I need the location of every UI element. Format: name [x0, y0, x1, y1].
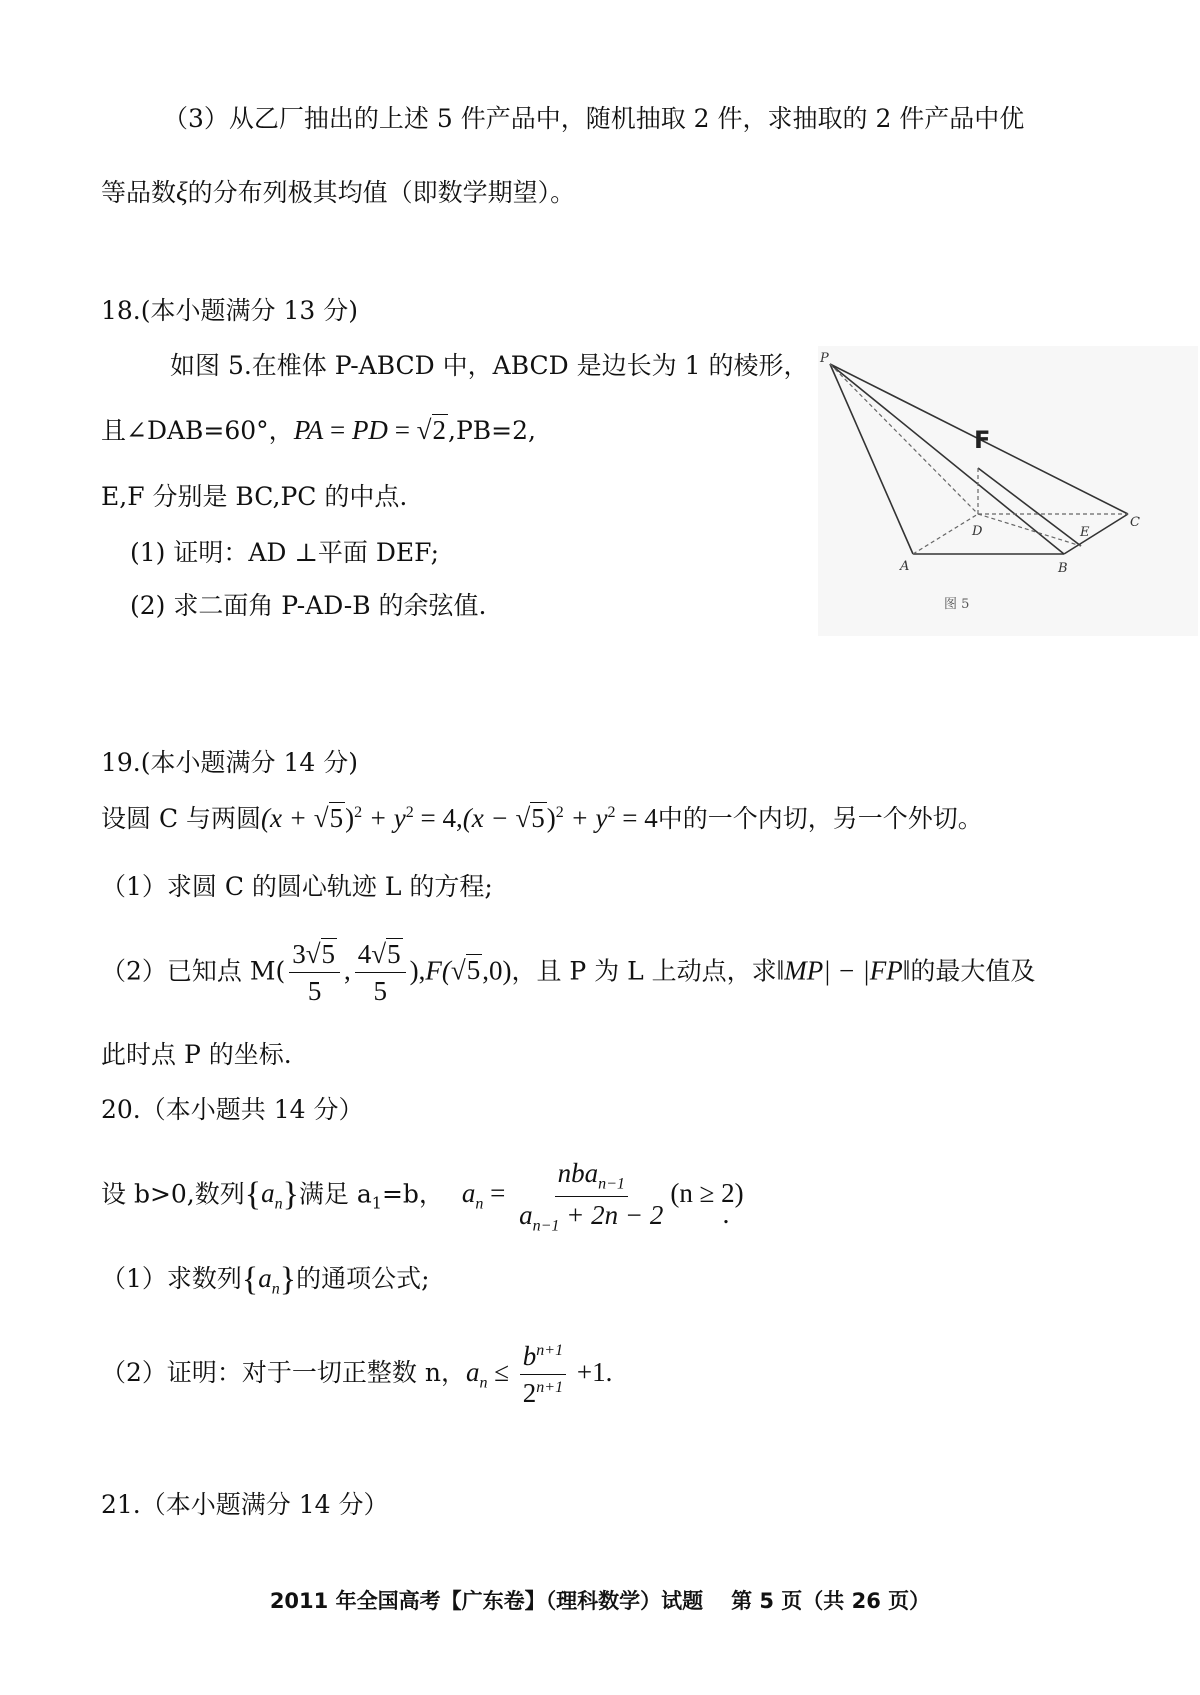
q21-header: 21.（本小题满分 14 分） [101, 1490, 389, 1519]
q18-conditions: 且∠DAB=60°，PA = PD = √2,PB=2, [101, 415, 536, 445]
q18-midpoints: E,F 分别是 BC,PC 的中点. [101, 482, 408, 511]
q19-stem: 设圆 C 与两圆$(x + √5)^2 + y^2 = 4,(x - √5)^2 + y^2 = 4$中的一个内切，另一个外切。 [101, 803, 983, 833]
recurrence-formula: $a_n$ = $\frac{nba_{n-1}}{a_{n-1} + 2n - 2}$ (n ≥ 2) [461, 1158, 744, 1234]
m-x-fraction: $\frac{3√5}{5}$ [289, 938, 340, 1008]
figure-caption: 图 5 [944, 597, 970, 612]
label-D: D [972, 524, 983, 539]
m-y-fraction: $\frac{4√5}{5}$ [355, 938, 406, 1008]
figure-5-pyramid [818, 346, 1198, 636]
q20-stem: 设 b>0,数列$\{a_n\}$满足 $a_1=b$， $a_n$ = $\frac{nba_{n-1}}{a_{n-1} + 2n - 2}$ (n ≥ 2) [101, 1158, 744, 1234]
q17-part3-line2: 等品数ξ的分布列极其均值（即数学期望）。 [101, 177, 576, 207]
q20-trailing-dot: . [722, 1200, 730, 1229]
q20-header: 20.（本小题共 14 分） [101, 1095, 364, 1124]
label-A: A [900, 559, 910, 574]
sequence-a-n-ref: $\{a_n\}$ [241, 1261, 297, 1298]
footer-page-number: 第 5 页（共 26 页） [731, 1589, 931, 1613]
label-P: P [820, 351, 829, 366]
q20-part2: （2）证明：对于一切正整数 n，$a_n$ ≤ $\frac{b^{n+1}}{2^{n+1}}$ +1. [101, 1341, 613, 1409]
label-F: F [974, 426, 991, 454]
q19-part1: （1）求圆 C 的圆心轨迹 L 的方程; [101, 872, 493, 901]
circle-2-equation: $(x - √5)^2 + y^2 = 4$ [462, 803, 658, 833]
q18-part2: (2) 求二面角 P-AD-B 的余弦值. [130, 591, 487, 620]
f-point: F(√5,0) [425, 955, 512, 986]
q19-part2-cont: 此时点 P 的坐标. [101, 1040, 292, 1069]
footer-exam-title: 2011 年全国高考【广东卷】（理科数学）试题 [269, 1589, 704, 1613]
q19-header: 19.(本小题满分 14 分) [101, 748, 358, 777]
page-footer [0, 1585, 1200, 1615]
q18-header: 18.(本小题满分 13 分) [101, 296, 358, 325]
xi-variable: ξ [176, 177, 188, 207]
sequence-a-n: $\{a_n\}$ [244, 1176, 299, 1214]
q20-part1: （1）求数列$\{a_n\}$的通项公式; [101, 1261, 430, 1298]
q18-part1: (1) 证明：AD ⊥平面 DEF; [130, 538, 440, 567]
label-E: E [1080, 525, 1090, 540]
label-B: B [1058, 561, 1068, 576]
abs-difference: ‖MP| − |FP‖ [776, 955, 911, 986]
q18-intro: 如图 5.在椎体 P-ABCD 中，ABCD 是边长为 1 的棱形， [170, 351, 809, 380]
q19-part2: （2）已知点 M( $\frac{3√5}{5}$ , $\frac{4√5}{5}$ ),F(√5,0)，且 P 为 L 上动点，求‖MP| − |FP‖的最大值及 [101, 939, 1036, 1007]
circle-1-equation: $(x + √5)^2 + y^2 = 4$, [261, 803, 463, 833]
inequality: $a_n$ ≤ $\frac{b^{n+1}}{2^{n+1}}$ +1. [465, 1341, 613, 1409]
q17-part3-line1: （3）从乙厂抽出的上述 5 件产品中，随机抽取 2 件，求抽取的 2 件产品中优 [163, 104, 1025, 133]
label-C: C [1130, 515, 1140, 530]
